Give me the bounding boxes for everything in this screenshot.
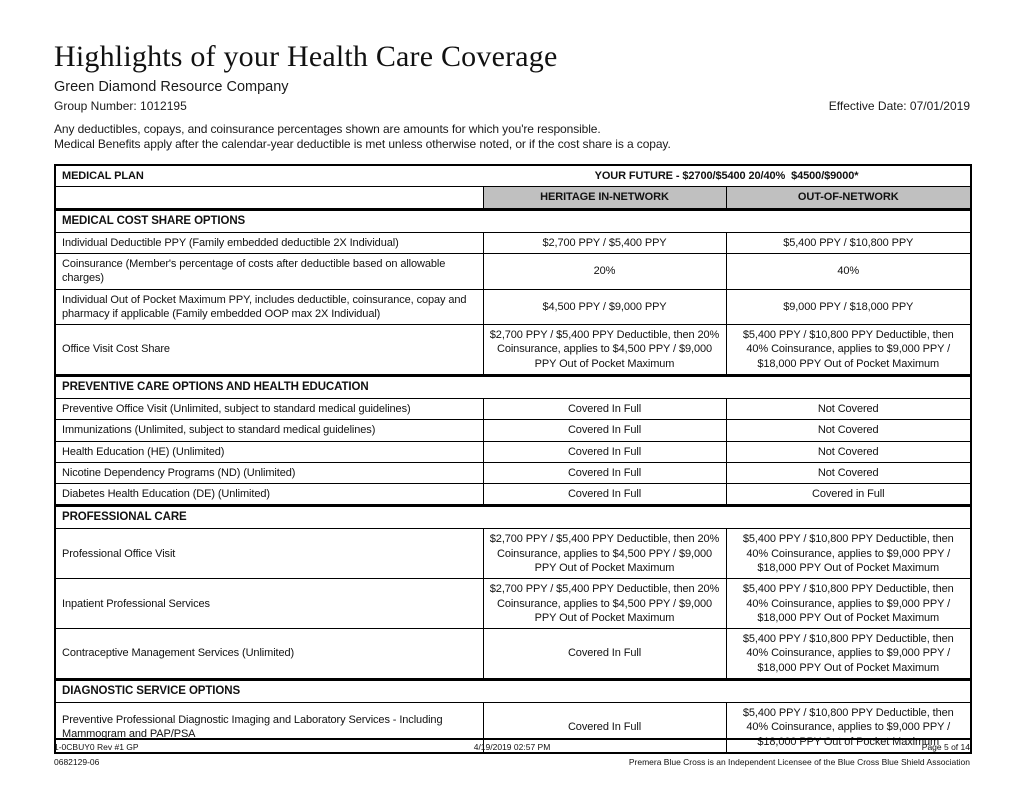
- benefit-label: Inpatient Professional Services: [55, 579, 483, 629]
- footer-document-id: 0682129-06: [54, 757, 100, 767]
- benefit-row: [55, 529, 971, 579]
- benefit-row: [55, 398, 971, 419]
- out-of-network-value: Covered in Full: [726, 484, 971, 506]
- benefit-label: Preventive Office Visit (Unlimited, subject to standard medical guidelines): [55, 398, 483, 419]
- benefit-label: Immunizations (Unlimited, subject to standard medical guidelines): [55, 420, 483, 441]
- footer-page-indicator: Page 5 of 14: [921, 742, 970, 752]
- benefit-row: [55, 462, 971, 483]
- in-network-value: $2,700 PPY / $5,400 PPY Deductible, then 20% Coinsurance, applies to $4,500 PPY / $9,000 PPY Out of Pocket Maximum: [483, 529, 726, 579]
- out-of-network-value: $9,000 PPY / $18,000 PPY: [726, 289, 971, 325]
- in-network-value: Covered In Full: [483, 441, 726, 462]
- in-network-value: Covered In Full: [483, 420, 726, 441]
- in-network-value: $2,700 PPY / $5,400 PPY Deductible, then 20% Coinsurance, applies to $4,500 PPY / $9,000 PPY Out of Pocket Maximum: [483, 579, 726, 629]
- out-of-network-value: Not Covered: [726, 462, 971, 483]
- out-of-network-column-header: OUT-OF-NETWORK: [726, 187, 971, 209]
- page-title: Highlights of your Health Care Coverage: [54, 40, 558, 73]
- intro-paragraph: [54, 122, 970, 152]
- benefit-row: [55, 253, 971, 289]
- plan-name-value: YOUR FUTURE - $2700/$5400 20/40% $4500/$9000*: [483, 165, 971, 187]
- network-header-row: [55, 187, 971, 209]
- footer-timestamp: 4/19/2019 02:57 PM: [473, 742, 551, 752]
- in-network-value: Covered In Full: [483, 462, 726, 483]
- empty-cell: [55, 187, 483, 209]
- footer-form-code: 1-0CBUY0 Rev #1 GP: [54, 742, 139, 752]
- benefits-table: [54, 164, 972, 754]
- in-network-value: $4,500 PPY / $9,000 PPY: [483, 289, 726, 325]
- group-number: Group Number: 1012195: [54, 98, 187, 113]
- benefit-row: [55, 232, 971, 253]
- benefit-row: [55, 579, 971, 629]
- benefit-label: Individual Deductible PPY (Family embedded deductible 2X Individual): [55, 232, 483, 253]
- footer-line-1: [54, 738, 970, 752]
- section-header-professional-care: PROFESSIONAL CARE: [55, 506, 971, 529]
- out-of-network-value: $5,400 PPY / $10,800 PPY Deductible, then 40% Coinsurance, applies to $9,000 PPY / $18,000 PPY Out of Pocket Maximum: [726, 579, 971, 629]
- benefit-label: Coinsurance (Member's percentage of costs after deductible based on allowable charges): [55, 253, 483, 289]
- in-network-value: Covered In Full: [483, 484, 726, 506]
- intro-line-1: Any deductibles, copays, and coinsurance percentages shown are amounts for which you're responsible.: [54, 121, 601, 136]
- plan-header-row: [55, 165, 971, 187]
- in-network-value: $2,700 PPY / $5,400 PPY: [483, 232, 726, 253]
- in-network-value: 20%: [483, 253, 726, 289]
- company-name: Green Diamond Resource Company: [54, 79, 289, 95]
- out-of-network-value: $5,400 PPY / $10,800 PPY: [726, 232, 971, 253]
- benefit-label: Individual Out of Pocket Maximum PPY, includes deductible, coinsurance, copay and pharmacy if applicable (Family embedded OOP max 2X Individual): [55, 289, 483, 325]
- benefit-row: [55, 441, 971, 462]
- medical-plan-label: MEDICAL PLAN: [55, 165, 483, 187]
- in-network-value: $2,700 PPY / $5,400 PPY Deductible, then 20% Coinsurance, applies to $4,500 PPY / $9,000 PPY Out of Pocket Maximum: [483, 325, 726, 376]
- benefit-label: Office Visit Cost Share: [55, 325, 483, 376]
- out-of-network-value: $5,400 PPY / $10,800 PPY Deductible, then 40% Coinsurance, applies to $9,000 PPY / $18,000 PPY Out of Pocket Maximum: [726, 629, 971, 680]
- out-of-network-value: 40%: [726, 253, 971, 289]
- in-network-value: Covered In Full: [483, 703, 726, 753]
- in-network-column-header: HERITAGE IN-NETWORK: [483, 187, 726, 209]
- section-header-preventive-care: PREVENTIVE CARE OPTIONS AND HEALTH EDUCATION: [55, 376, 971, 399]
- meta-row: [54, 99, 970, 113]
- benefit-label: Health Education (HE) (Unlimited): [55, 441, 483, 462]
- benefit-label: Contraceptive Management Services (Unlimited): [55, 629, 483, 680]
- benefit-label: Diabetes Health Education (DE) (Unlimited): [55, 484, 483, 506]
- benefit-label: Nicotine Dependency Programs (ND) (Unlimited): [55, 462, 483, 483]
- out-of-network-value: Not Covered: [726, 398, 971, 419]
- benefit-row: [55, 420, 971, 441]
- benefit-row: [55, 325, 971, 376]
- benefit-label: Professional Office Visit: [55, 529, 483, 579]
- out-of-network-value: Not Covered: [726, 420, 971, 441]
- benefit-row: [55, 289, 971, 325]
- effective-date: Effective Date: 07/01/2019: [828, 98, 970, 113]
- out-of-network-value: $5,400 PPY / $10,800 PPY Deductible, then 40% Coinsurance, applies to $9,000 PPY / $18,000 PPY Out of Pocket Maximum: [726, 529, 971, 579]
- footer-licensee-note: Premera Blue Cross is an Independent Licensee of the Blue Cross Blue Shield Association: [628, 757, 970, 767]
- benefit-label: Preventive Professional Diagnostic Imaging and Laboratory Services - Including Mammogram and PAP/PSA: [55, 703, 483, 753]
- section-header-diagnostic-service: DIAGNOSTIC SERVICE OPTIONS: [55, 680, 971, 703]
- in-network-value: Covered In Full: [483, 629, 726, 680]
- out-of-network-value: $5,400 PPY / $10,800 PPY Deductible, then 40% Coinsurance, applies to $9,000 PPY / $18,000 PPY Out of Pocket Maximum: [726, 325, 971, 376]
- benefit-row: [55, 629, 971, 680]
- footer-line-2: [54, 757, 970, 767]
- intro-line-2: Medical Benefits apply after the calendar-year deductible is met unless otherwise noted, or if the cost share is a copay.: [54, 136, 671, 151]
- out-of-network-value: Not Covered: [726, 441, 971, 462]
- in-network-value: Covered In Full: [483, 398, 726, 419]
- section-header-medical-cost-share: MEDICAL COST SHARE OPTIONS: [55, 209, 971, 232]
- benefit-row: [55, 484, 971, 506]
- page-footer: [54, 738, 970, 767]
- out-of-network-value: $5,400 PPY / $10,800 PPY Deductible, then 40% Coinsurance, applies to $9,000 PPY / $18,000 PPY Out of Pocket Maximum: [726, 703, 971, 753]
